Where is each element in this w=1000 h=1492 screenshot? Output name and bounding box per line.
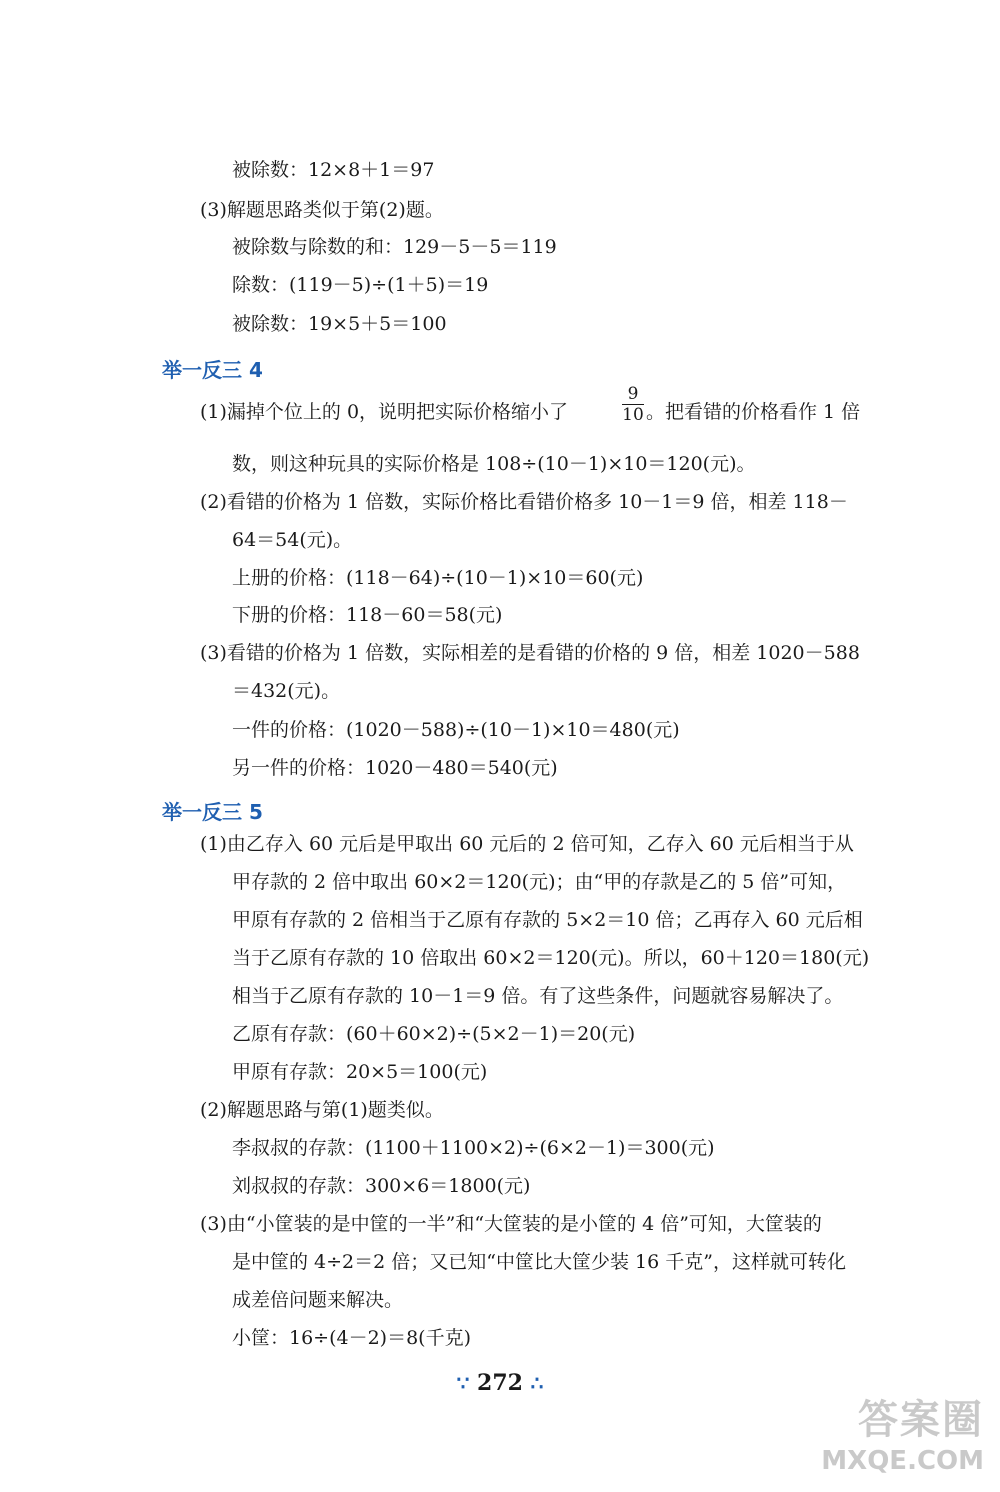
watermark-logo: 答案圈: [858, 1397, 984, 1443]
fraction-denominator: 10: [622, 405, 644, 425]
text-line: [200, 400, 568, 424]
text-line: 除数：(119－5)÷(1＋5)＝19: [232, 274, 489, 296]
text-line: 甲原有存款：20×5＝100(元): [232, 1061, 488, 1083]
text-line: 被除数：19×5＋5＝100: [232, 313, 447, 335]
text-line: (3)解题思路类似于第(2)题。: [200, 199, 444, 221]
section-heading-5: 举一反三 5: [162, 800, 263, 824]
dots-decoration-icon: ∴: [530, 1371, 544, 1395]
text-line: (2)解题思路与第(1)题类似。: [200, 1099, 444, 1121]
text-line: 被除数：12×8＋1＝97: [232, 159, 435, 181]
page-number-value: 272: [477, 1370, 523, 1396]
text-line: 乙原有存款：(60＋60×2)÷(5×2－1)＝20(元): [232, 1023, 636, 1045]
text-line: 另一件的价格：1020－480＝540(元): [232, 757, 558, 779]
text-line: 小筐：16÷(4－2)＝8(千克): [232, 1327, 472, 1349]
text-line: 一件的价格：(1020－588)÷(10－1)×10＝480(元): [232, 719, 680, 741]
text-line: 数，则这种玩具的实际价格是 108÷(10－1)×10＝120(元)。: [232, 453, 756, 475]
text-line: 当于乙原有存款的 10 倍取出 60×2＝120(元)。所以，60＋120＝180(元): [232, 947, 870, 969]
watermark-site: MXQE.COM: [821, 1446, 984, 1476]
section-heading-4: 举一反三 4: [162, 358, 263, 382]
text-line: 甲原有存款的 2 倍相当于乙原有存款的 5×2＝10 倍；乙再存入 60 元后相: [232, 909, 863, 931]
text-line: 是中筐的 4÷2＝2 倍；又已知“中筐比大筐少装 16 千克”，这样就可转化: [232, 1251, 846, 1273]
text-line: 甲存款的 2 倍中取出 60×2＝120(元)；由“甲的存款是乙的 5 倍”可知，: [232, 871, 847, 893]
text-line: 64＝54(元)。: [232, 529, 353, 551]
fraction: [622, 385, 644, 424]
text-line: (1)由乙存入 60 元后是甲取出 60 元后的 2 倍可知，乙存入 60 元后相当于从: [200, 833, 854, 855]
text-line: 相当于乙原有存款的 10－1＝9 倍。有了这些条件，问题就容易解决了。: [232, 985, 844, 1007]
text-line: 下册的价格：118－60＝58(元): [232, 604, 503, 626]
fraction-numerator: 9: [627, 384, 639, 404]
page-number: [0, 1370, 1000, 1396]
text-line: 李叔叔的存款：(1100＋1100×2)÷(6×2－1)＝300(元): [232, 1137, 715, 1159]
dots-decoration-icon: ∵: [456, 1371, 470, 1395]
text-line: 上册的价格：(118－64)÷(10－1)×10＝60(元): [232, 567, 644, 589]
text-line: (3)看错的价格为 1 倍数，实际相差的是看错的价格的 9 倍，相差 1020－588: [200, 642, 860, 664]
text-line: (2)看错的价格为 1 倍数，实际价格比看错价格多 10－1＝9 倍，相差 118－: [200, 491, 848, 513]
text-line: 成差倍问题来解决。: [232, 1289, 404, 1311]
text-segment: (1)漏掉个位上的 0，说明把实际价格缩小了: [200, 401, 569, 423]
text-line: (3)由“小筐装的是中筐的一半”和“大筐装的是小筐的 4 倍”可知，大筐装的: [200, 1213, 822, 1235]
text-line: 刘叔叔的存款：300×6＝1800(元): [232, 1175, 531, 1197]
text-line: ＝432(元)。: [232, 680, 341, 702]
text-line: 被除数与除数的和：129－5－5＝119: [232, 236, 557, 258]
text-line: 。把看错的价格看作 1 倍: [646, 401, 861, 423]
